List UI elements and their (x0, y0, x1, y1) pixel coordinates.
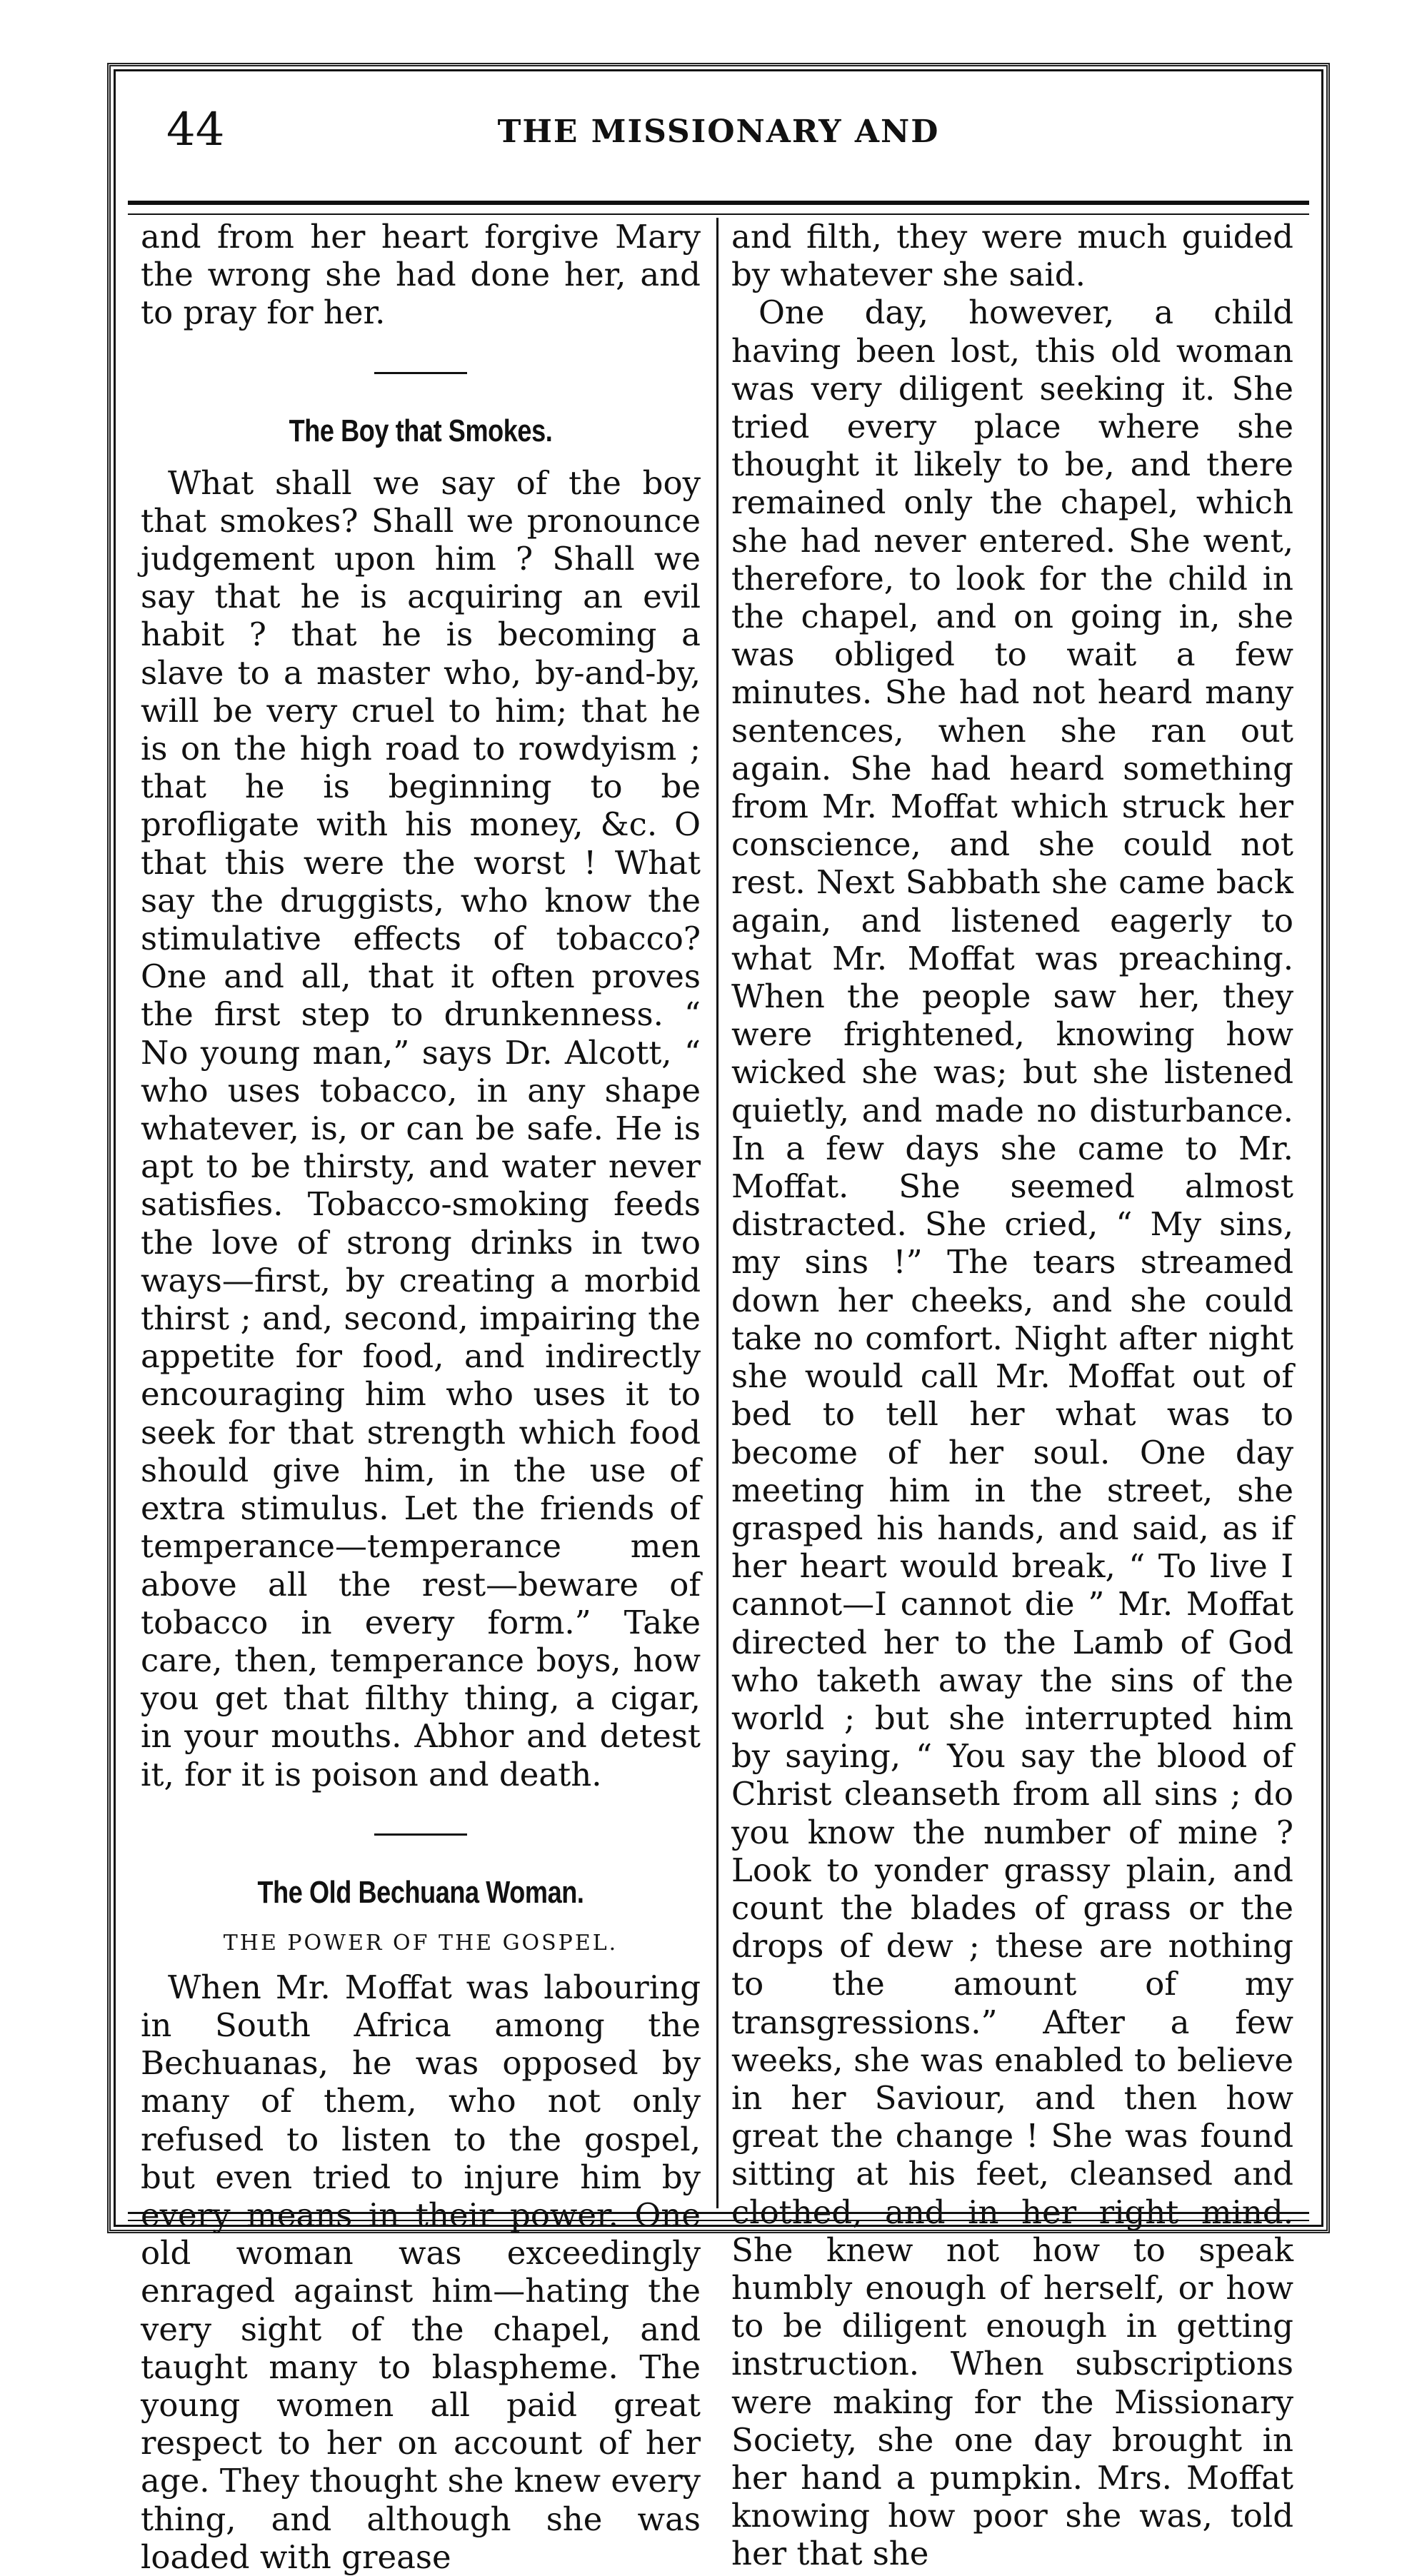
bottom-rule (128, 2212, 1309, 2221)
header-rule (128, 201, 1309, 215)
page-frame (107, 63, 1330, 2576)
page-header (139, 88, 1298, 173)
article-title-old-bechuana-woman: The Old Bechuana Woman. (257, 1874, 584, 1910)
page-number: 44 (166, 104, 225, 156)
article-subtitle: THE POWER OF THE GOSPEL. (223, 1930, 619, 1956)
section-divider (374, 372, 467, 374)
text-columns (128, 218, 1309, 2576)
left-column (128, 218, 718, 2576)
article-body-boy-that-smokes: What shall we say of the boy that smokes? Shall we pronounce judgement upon him ? Shall we say that he is acquiring an evil habit ? that he is becoming a slave to a master who, by-and-by, will be very cruel to him; that he is on the high road to rowdyism ; that he is beginning to be profligate with his money, &c. O that this were the worst ! What say the druggists, who know the stimulative effects of tobacco? One and all, that it often proves the first step to drunkenness. “ No young man,” says Dr. Alcott, “ who uses tobacco, in any shape whatever, is, or can be safe. He is apt to be thirsty, and water never satisfies. Tobacco-smoking feeds the love of strong drinks in two ways—first, by creating a morbid thirst ; and, second, impairing the appetite for food, and indirectly encouraging him who uses it to seek for that strength which food should give him, in the use of extra stimulus. Let the friends of temperance—temperance men above all the rest—beware of tobacco in every form.” Take care, then, temperance boys, how you get that filthy thing, a cigar, in your mouths. Abhor and detest it, for it is poison and death. (141, 463, 701, 1793)
continuation-text-right: and filth, they were much guided by whatever she said. (731, 218, 1293, 294)
section-divider (374, 1833, 467, 1836)
article-body-bechuana-continued: One day, however, a child having been lost, this old woman was very diligent seeking it. She tried every place where she thought it likely to be, and there remained only the chapel, which she had never entered. She went, therefore, to look for the child in the chapel, and on going in, she was obliged to wait a few minutes. She had not heard many sentences, when she ran out again. She had heard something from Mr. Moffat which struck her conscience, and she could not rest. Next Sabbath she came back again, and listened eagerly to what Mr. Moffat was preaching. When the people saw her, they were frightened, knowing how wicked she was; but she listened quietly, and made no disturbance. In a few days she came to Mr. Moffat. She seemed almost distracted. She cried, “ My sins, my sins !” The tears streamed down her cheeks, and she could take no comfort. Night after night she would call Mr. Moffat out of bed to tell her what was to become of her soul. One day meeting him in the street, she grasped his hands, and said, as if her heart would break, “ To live I cannot—I cannot die ” Mr. Moffat directed her to the Lamb of God who taketh away the sins of the world ; but she interrupted him by saying, “ You say the blood of Christ cleanseth from all sins ; do you know the number of mine ? Look to yonder grassy plain, and count the blades of grass or the drops of dew ; these are nothing to the amount of my transgressions.” After a few weeks, she was enabled to believe in her Saviour, and then how great the change ! She was found sitting at his feet, cleansed and clothed, and in her right mind. She knew not how to speak humbly enough of herself, or how to be diligent enough in getting instruction. When subscriptions were making for the Missionary Society, she one day brought in her hand a pumpkin. Mrs. Moffat knowing how poor she was, told her that she (731, 293, 1293, 2573)
running-head: THE MISSIONARY AND (497, 114, 940, 150)
continuation-text-left: and from her heart forgive Mary the wrong she had done her, and to pray for her. (141, 218, 701, 332)
article-body-bechuana-start: When Mr. Moffat was labouring in South Africa among the Bechuanas, he was opposed by many of them, who not only refused to listen to the gospel, but even tried to injure him by every means in their power. One old woman was exceedingly enraged against him—hating the very sight of the chapel, and taught many to blaspheme. The young women all paid great respect to her on account of her age. They thought she knew every thing, and although she was loaded with grease (141, 1968, 701, 2576)
article-title-boy-that-smokes: The Boy that Smokes. (289, 413, 553, 448)
right-column (718, 218, 1309, 2573)
